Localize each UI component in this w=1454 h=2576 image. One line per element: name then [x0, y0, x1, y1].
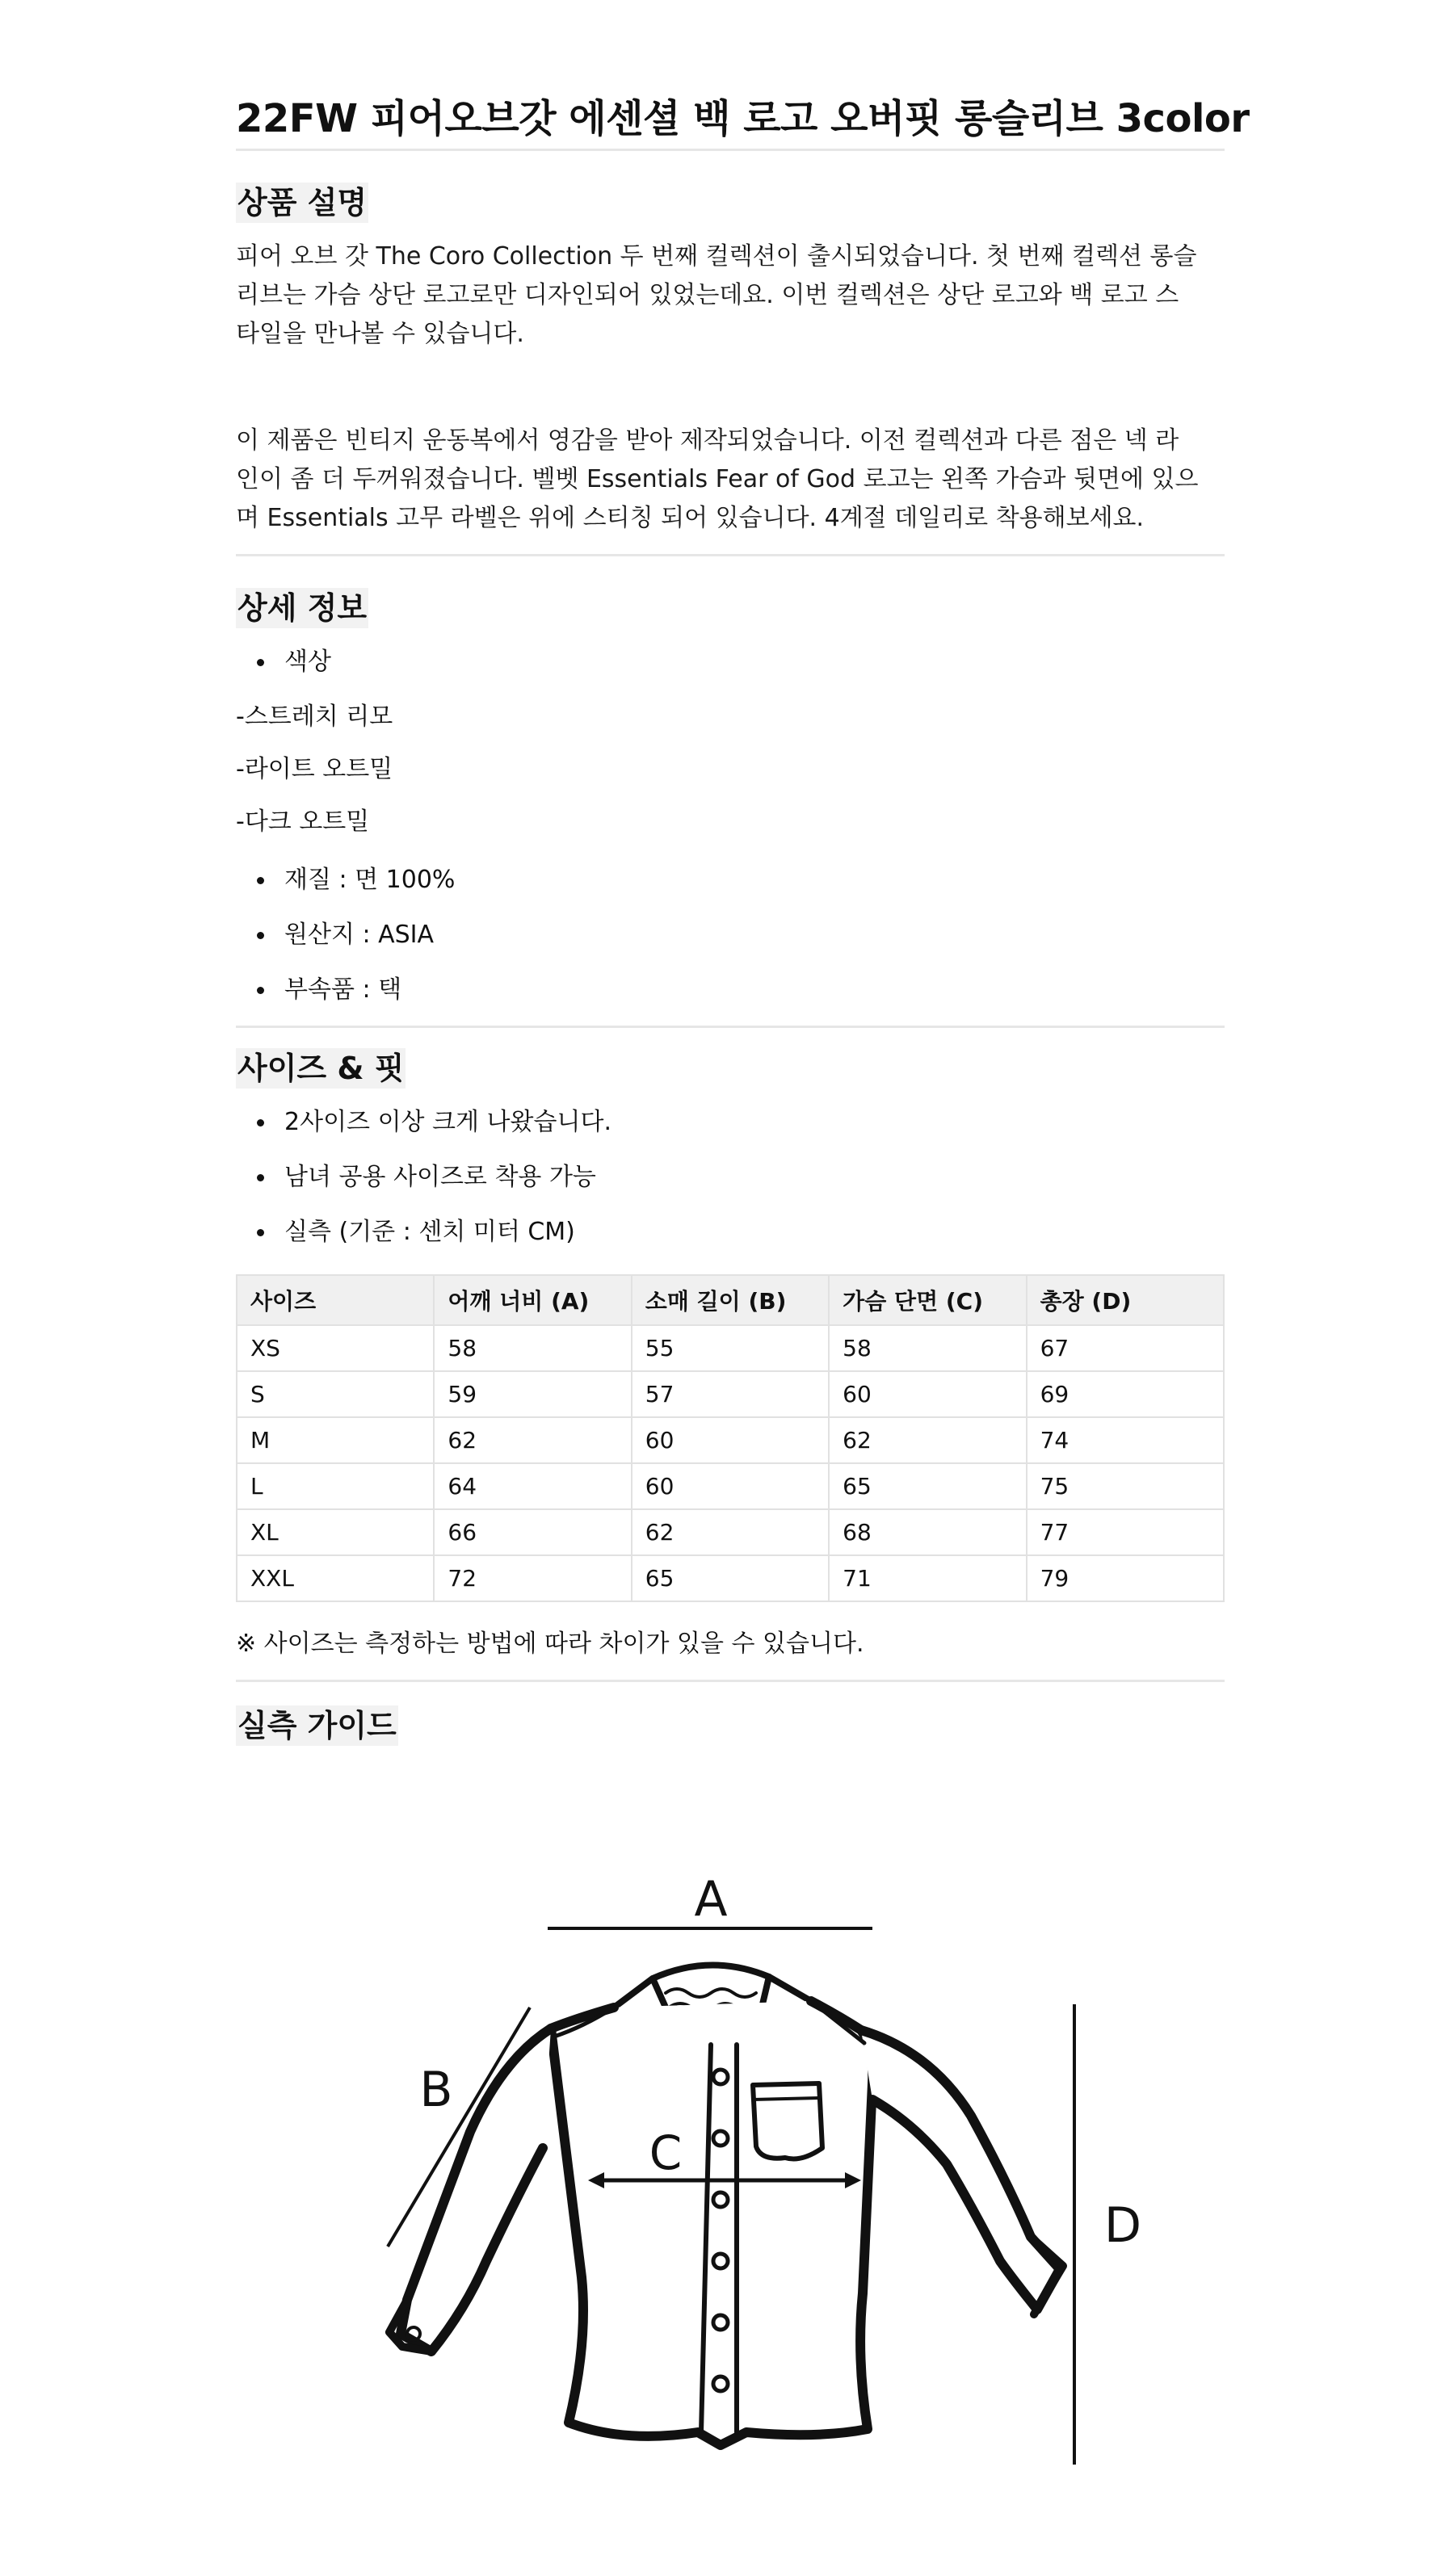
table-cell: XS — [237, 1325, 434, 1371]
size-fit-list — [236, 1106, 611, 1271]
color-option: -스트레치 리모 — [236, 703, 393, 731]
list-item: 남녀 공용 사이즈로 착용 가능 — [236, 1161, 611, 1216]
table-row — [237, 1417, 1224, 1463]
table-row — [237, 1371, 1224, 1417]
list-item-color: 색상 — [236, 646, 331, 701]
column-header: 총장 (D) — [1027, 1275, 1224, 1325]
table-cell: L — [237, 1463, 434, 1509]
measurement-guide-diagram — [381, 1857, 1142, 2471]
label-d: D — [1103, 2197, 1142, 2254]
divider — [236, 1680, 1225, 1682]
description-line: 인이 좀 더 두꺼워졌습니다. 벨벳 Essentials Fear of God 로고는 왼쪽 가슴과 뒷면에 있으 — [236, 465, 1199, 493]
table-header-row — [237, 1275, 1224, 1325]
table-cell: 58 — [829, 1325, 1026, 1371]
table-cell: M — [237, 1417, 434, 1463]
size-note: ※ 사이즈는 측정하는 방법에 따라 차이가 있을 수 있습니다. — [236, 1630, 864, 1658]
column-header: 사이즈 — [237, 1275, 434, 1325]
divider — [236, 149, 1225, 151]
table-cell: 60 — [632, 1463, 829, 1509]
table-cell: 60 — [632, 1417, 829, 1463]
table-cell: 55 — [632, 1325, 829, 1371]
table-row — [237, 1325, 1224, 1371]
table-cell: 59 — [434, 1371, 631, 1417]
table-cell: 64 — [434, 1463, 631, 1509]
guide-heading: 실측 가이드 — [236, 1705, 398, 1746]
list-item: 2사이즈 이상 크게 나왔습니다. — [236, 1106, 611, 1161]
spec-list — [236, 864, 455, 1029]
divider — [236, 554, 1225, 556]
label-c: C — [649, 2125, 683, 2180]
table-row — [237, 1463, 1224, 1509]
description-paragraph-1 — [236, 237, 1225, 354]
description-line: 피어 오브 갓 The Coro Collection 두 번째 컬렉션이 출시되었습니다. 첫 번째 컬렉션 롱슬 — [236, 242, 1197, 271]
table-cell: XXL — [237, 1555, 434, 1601]
description-line: 며 Essentials 고무 라벨은 위에 스티칭 되어 있습니다. 4계절 데일리로 착용해보세요. — [236, 504, 1145, 532]
description-line: 리브는 가슴 상단 로고로만 디자인되어 있었는데요. 이번 컬렉션은 상단 로고와 백 로고 스 — [236, 281, 1179, 309]
table-cell: 58 — [434, 1325, 631, 1371]
table-cell: 68 — [829, 1509, 1026, 1555]
table-row — [237, 1509, 1224, 1555]
table-cell: 69 — [1027, 1371, 1224, 1417]
table-cell: 77 — [1027, 1509, 1224, 1555]
divider — [236, 1026, 1225, 1028]
product-title: 22FW 피어오브갓 에센셜 백 로고 오버핏 롱슬리브 3color — [236, 96, 1250, 141]
table-cell: S — [237, 1371, 434, 1417]
table-cell: 74 — [1027, 1417, 1224, 1463]
description-heading: 상품 설명 — [236, 183, 368, 223]
size-table — [236, 1274, 1225, 1602]
list-item: 실측 (기준 : 센치 미터 CM) — [236, 1216, 611, 1271]
details-heading: 상세 정보 — [236, 588, 368, 628]
table-cell: 79 — [1027, 1555, 1224, 1601]
table-cell: 67 — [1027, 1325, 1224, 1371]
column-header: 소매 길이 (B) — [632, 1275, 829, 1325]
color-option: -라이트 오트밀 — [236, 755, 393, 783]
column-header: 가슴 단면 (C) — [829, 1275, 1026, 1325]
table-cell: 75 — [1027, 1463, 1224, 1509]
list-item-accessory: 부속품 : 택 — [236, 974, 455, 1029]
table-cell: 60 — [829, 1371, 1026, 1417]
description-paragraph-2 — [236, 422, 1225, 538]
table-cell: 62 — [434, 1417, 631, 1463]
list-item-origin: 원산지 : ASIA — [236, 919, 455, 974]
table-cell: 65 — [632, 1555, 829, 1601]
table-row — [237, 1555, 1224, 1601]
table-cell: 57 — [632, 1371, 829, 1417]
label-a: A — [694, 1871, 728, 1928]
table-cell: 65 — [829, 1463, 1026, 1509]
column-header: 어깨 너비 (A) — [434, 1275, 631, 1325]
table-cell: 62 — [829, 1417, 1026, 1463]
size-fit-heading: 사이즈 & 핏 — [236, 1048, 406, 1089]
color-list — [236, 646, 331, 701]
list-item-material: 재질 : 면 100% — [236, 864, 455, 919]
description-line: 타일을 만나볼 수 있습니다. — [236, 320, 524, 348]
color-option: -다크 오트밀 — [236, 808, 370, 836]
table-cell: 72 — [434, 1555, 631, 1601]
table-cell: 71 — [829, 1555, 1026, 1601]
shirt-icon — [389, 1965, 1063, 2445]
label-b: B — [419, 2062, 453, 2118]
table-cell: 62 — [632, 1509, 829, 1555]
description-line: 이 제품은 빈티지 운동복에서 영감을 받아 제작되었습니다. 이전 컬렉션과 다른 점은 넥 라 — [236, 426, 1179, 455]
table-cell: 66 — [434, 1509, 631, 1555]
table-cell: XL — [237, 1509, 434, 1555]
